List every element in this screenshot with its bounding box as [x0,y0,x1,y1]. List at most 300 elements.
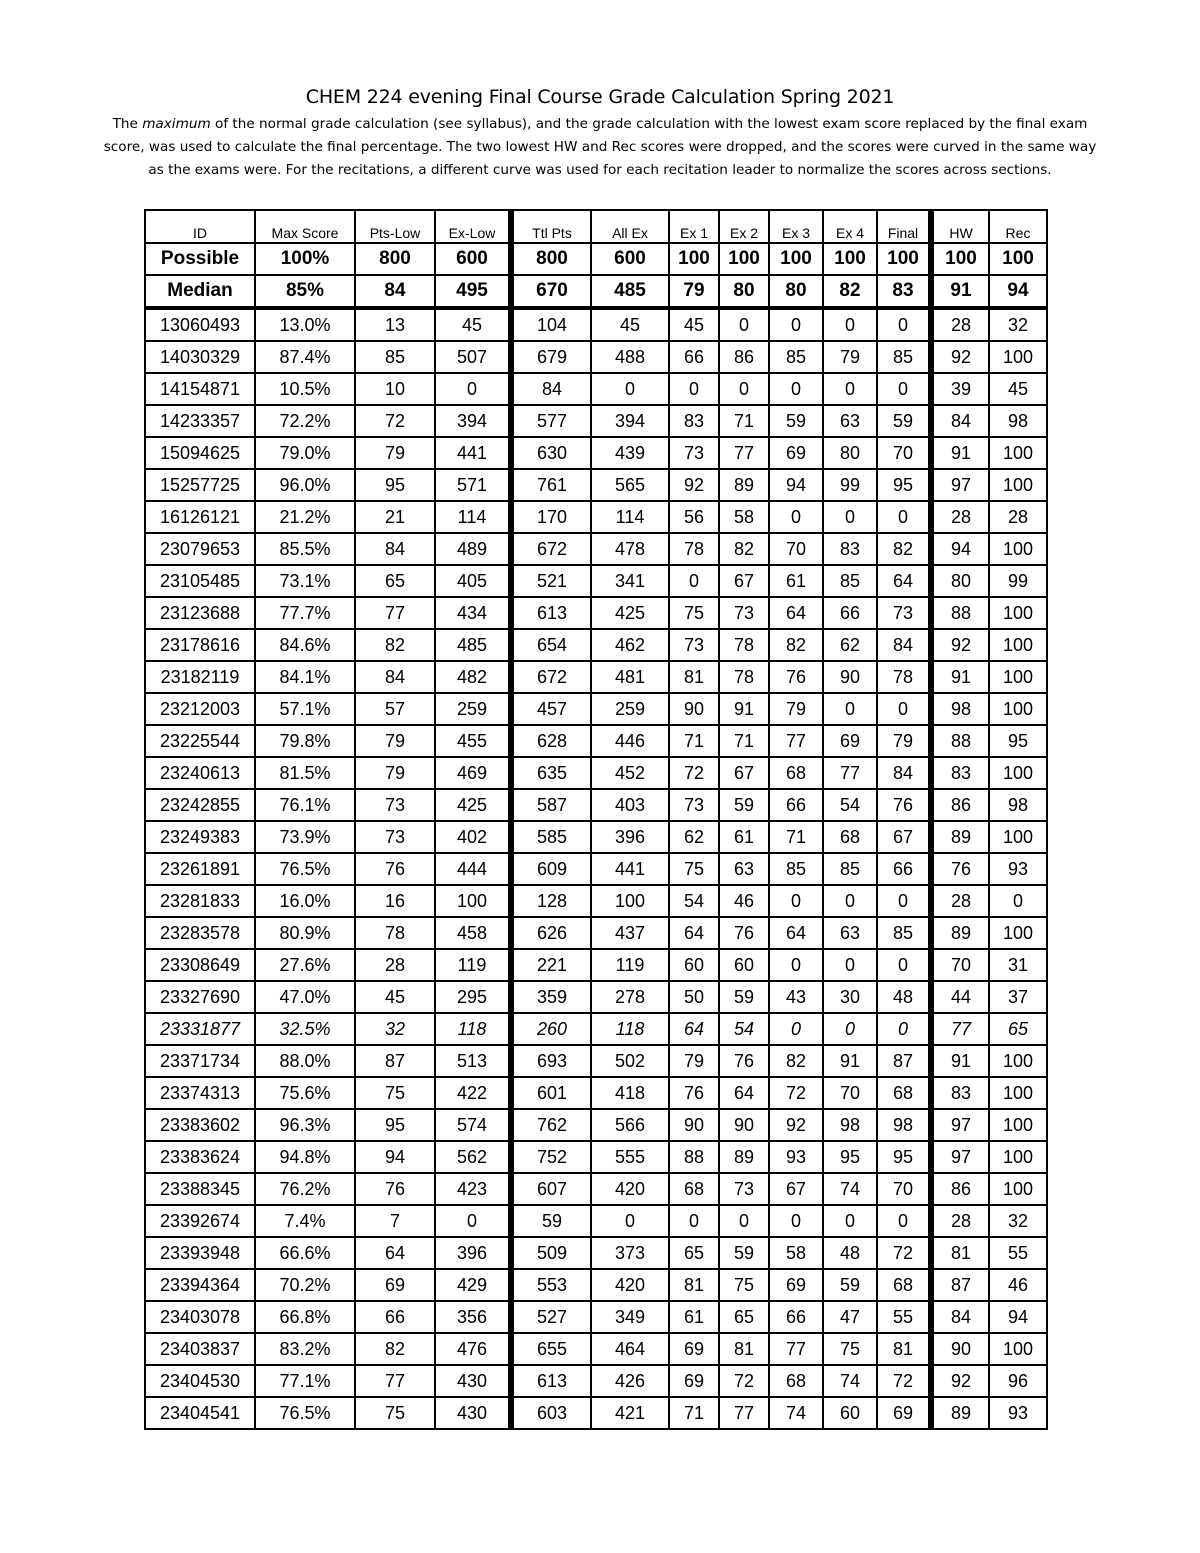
cell-rec: 94 [989,1301,1047,1333]
cell-pts-low: 7 [355,1205,435,1237]
cell-ex3: 0 [769,949,823,981]
cell-rec: 100 [989,533,1047,565]
cell-hw: 91 [931,1045,989,1077]
cell-pts-low: 10 [355,373,435,405]
cell-id: Possible [145,243,255,275]
cell-ex-low: 571 [435,469,511,501]
cell-ex-low: 430 [435,1397,511,1429]
cell-ex2: 54 [719,1013,769,1045]
cell-ttl-pts: 59 [511,1205,591,1237]
cell-all-ex: 425 [591,597,669,629]
cell-ex2: 81 [719,1333,769,1365]
cell-ttl-pts: 654 [511,629,591,661]
cell-pts-low: 79 [355,757,435,789]
cell-final: 66 [877,853,931,885]
table-row [145,1333,1047,1365]
cell-hw: 91 [931,437,989,469]
cell-id: 23225544 [145,725,255,757]
cell-max-score: 77.1% [255,1365,355,1397]
cell-ex2: 89 [719,1141,769,1173]
cell-pts-low: 57 [355,693,435,725]
cell-ex1: 79 [669,1045,719,1077]
cell-id: 23404541 [145,1397,255,1429]
cell-rec: 100 [989,1109,1047,1141]
cell-ex1: 72 [669,757,719,789]
cell-pts-low: 13 [355,308,435,341]
cell-ttl-pts: 613 [511,597,591,629]
cell-pts-low: 85 [355,341,435,373]
cell-ex-low: 485 [435,629,511,661]
cell-all-ex: 426 [591,1365,669,1397]
cell-ex4: 74 [823,1173,877,1205]
cell-ex4: 47 [823,1301,877,1333]
cell-id: 23240613 [145,757,255,789]
cell-max-score: 84.1% [255,661,355,693]
cell-max-score: 57.1% [255,693,355,725]
cell-ex1: 68 [669,1173,719,1205]
cell-pts-low: 28 [355,949,435,981]
cell-ex2: 78 [719,629,769,661]
cell-pts-low: 73 [355,821,435,853]
cell-ex1: 90 [669,693,719,725]
cell-max-score: 7.4% [255,1205,355,1237]
cell-ex2: 78 [719,661,769,693]
cell-ex1: 0 [669,373,719,405]
table-row [145,1013,1047,1045]
table-row [145,949,1047,981]
cell-ex-low: 482 [435,661,511,693]
cell-rec: 28 [989,501,1047,533]
cell-ex3: 68 [769,757,823,789]
cell-ex-low: 394 [435,405,511,437]
cell-ex1: 64 [669,917,719,949]
cell-pts-low: 94 [355,1141,435,1173]
cell-max-score: 94.8% [255,1141,355,1173]
cell-ttl-pts: 585 [511,821,591,853]
cell-ttl-pts: 457 [511,693,591,725]
cell-all-ex: 403 [591,789,669,821]
cell-pts-low: 87 [355,1045,435,1077]
table-row [145,533,1047,565]
table-row [145,308,1047,341]
cell-ex-low: 423 [435,1173,511,1205]
cell-ex2: 75 [719,1269,769,1301]
cell-id: 14233357 [145,405,255,437]
header-pts-low: Pts-Low [355,210,435,243]
cell-all-ex: 464 [591,1333,669,1365]
cell-ex2: 0 [719,308,769,341]
cell-ex3: 0 [769,1013,823,1045]
cell-ex-low: 430 [435,1365,511,1397]
cell-hw: 81 [931,1237,989,1269]
cell-final: 48 [877,981,931,1013]
cell-rec: 93 [989,853,1047,885]
cell-ttl-pts: 577 [511,405,591,437]
cell-ex2: 72 [719,1365,769,1397]
cell-rec: 55 [989,1237,1047,1269]
cell-ttl-pts: 626 [511,917,591,949]
cell-ex-low: 434 [435,597,511,629]
cell-ttl-pts: 84 [511,373,591,405]
cell-ex4: 60 [823,1397,877,1429]
cell-final: 84 [877,629,931,661]
cell-ex3: 0 [769,501,823,533]
grades-table [144,209,1048,1430]
cell-pts-low: 95 [355,469,435,501]
cell-ex1: 83 [669,405,719,437]
cell-id: 23261891 [145,853,255,885]
cell-ex4: 100 [823,243,877,275]
cell-ex-low: 455 [435,725,511,757]
cell-pts-low: 84 [355,533,435,565]
cell-all-ex: 462 [591,629,669,661]
cell-pts-low: 69 [355,1269,435,1301]
header-id: ID [145,210,255,243]
cell-max-score: 80.9% [255,917,355,949]
cell-ex4: 59 [823,1269,877,1301]
cell-final: 95 [877,469,931,501]
cell-all-ex: 0 [591,373,669,405]
cell-ex3: 70 [769,533,823,565]
cell-ex2: 64 [719,1077,769,1109]
cell-all-ex: 373 [591,1237,669,1269]
table-row [145,1397,1047,1429]
table-row [145,725,1047,757]
cell-rec: 45 [989,373,1047,405]
cell-max-score: 21.2% [255,501,355,533]
cell-ex1: 81 [669,661,719,693]
cell-final: 0 [877,1205,931,1237]
cell-final: 76 [877,789,931,821]
cell-all-ex: 565 [591,469,669,501]
cell-ttl-pts: 800 [511,243,591,275]
cell-ex3: 61 [769,565,823,597]
cell-id: 23374313 [145,1077,255,1109]
cell-ex4: 0 [823,308,877,341]
cell-final: 55 [877,1301,931,1333]
cell-final: 85 [877,917,931,949]
cell-ex4: 79 [823,341,877,373]
cell-max-score: 79.0% [255,437,355,469]
cell-ex4: 68 [823,821,877,853]
table-row [145,661,1047,693]
cell-ex-low: 0 [435,373,511,405]
cell-ex1: 69 [669,1333,719,1365]
cell-ex2: 73 [719,597,769,629]
cell-ex1: 100 [669,243,719,275]
cell-ex2: 77 [719,1397,769,1429]
table-row [145,917,1047,949]
cell-rec: 98 [989,789,1047,821]
cell-pts-low: 73 [355,789,435,821]
cell-id: 23212003 [145,693,255,725]
cell-ex-low: 444 [435,853,511,885]
cell-hw: 97 [931,469,989,501]
cell-rec: 93 [989,1397,1047,1429]
cell-pts-low: 77 [355,597,435,629]
cell-ttl-pts: 613 [511,1365,591,1397]
cell-id: 23383624 [145,1141,255,1173]
cell-ex2: 71 [719,725,769,757]
cell-all-ex: 259 [591,693,669,725]
cell-max-score: 72.2% [255,405,355,437]
cell-rec: 94 [989,275,1047,308]
cell-ex4: 83 [823,533,877,565]
cell-ex-low: 396 [435,1237,511,1269]
cell-id: 23105485 [145,565,255,597]
cell-ex4: 95 [823,1141,877,1173]
cell-hw: 77 [931,1013,989,1045]
cell-hw: 90 [931,1333,989,1365]
cell-hw: 28 [931,501,989,533]
cell-ex-low: 441 [435,437,511,469]
cell-ex-low: 0 [435,1205,511,1237]
cell-hw: 87 [931,1269,989,1301]
cell-ex2: 59 [719,1237,769,1269]
table-row [145,789,1047,821]
cell-ex4: 80 [823,437,877,469]
cell-ttl-pts: 628 [511,725,591,757]
cell-ex1: 69 [669,1365,719,1397]
cell-pts-low: 64 [355,1237,435,1269]
cell-final: 70 [877,437,931,469]
cell-hw: 28 [931,885,989,917]
cell-id: 23242855 [145,789,255,821]
cell-all-ex: 0 [591,1205,669,1237]
cell-all-ex: 119 [591,949,669,981]
cell-ex2: 67 [719,565,769,597]
cell-final: 64 [877,565,931,597]
cell-ttl-pts: 359 [511,981,591,1013]
cell-ex3: 85 [769,341,823,373]
cell-ex3: 82 [769,1045,823,1077]
cell-ex2: 80 [719,275,769,308]
cell-all-ex: 396 [591,821,669,853]
header-max-score: Max Score [255,210,355,243]
cell-pts-low: 82 [355,1333,435,1365]
cell-hw: 86 [931,1173,989,1205]
cell-ex1: 78 [669,533,719,565]
cell-ex4: 74 [823,1365,877,1397]
cell-final: 0 [877,308,931,341]
cell-max-score: 96.0% [255,469,355,501]
table-row [145,757,1047,789]
cell-ex3: 69 [769,437,823,469]
header-final: Final [877,210,931,243]
header-row [145,210,1047,243]
cell-ttl-pts: 635 [511,757,591,789]
cell-ex3: 93 [769,1141,823,1173]
cell-ex4: 0 [823,1013,877,1045]
cell-ttl-pts: 762 [511,1109,591,1141]
cell-ttl-pts: 609 [511,853,591,885]
cell-ex1: 75 [669,597,719,629]
cell-all-ex: 420 [591,1269,669,1301]
cell-rec: 100 [989,243,1047,275]
cell-ex1: 0 [669,1205,719,1237]
cell-hw: 89 [931,917,989,949]
table-row [145,693,1047,725]
cell-ex-low: 574 [435,1109,511,1141]
cell-pts-low: 82 [355,629,435,661]
cell-ex-low: 45 [435,308,511,341]
cell-id: 23283578 [145,917,255,949]
cell-hw: 89 [931,1397,989,1429]
cell-rec: 100 [989,821,1047,853]
cell-ex4: 90 [823,661,877,693]
cell-ex3: 85 [769,853,823,885]
header-ex1: Ex 1 [669,210,719,243]
cell-pts-low: 84 [355,661,435,693]
cell-rec: 32 [989,1205,1047,1237]
cell-ex4: 0 [823,373,877,405]
cell-max-score: 70.2% [255,1269,355,1301]
cell-hw: 39 [931,373,989,405]
cell-all-ex: 420 [591,1173,669,1205]
cell-ex4: 48 [823,1237,877,1269]
median-row [145,275,1047,308]
cell-ex4: 0 [823,949,877,981]
cell-final: 67 [877,821,931,853]
cell-id: 14154871 [145,373,255,405]
cell-ex2: 91 [719,693,769,725]
cell-ttl-pts: 672 [511,661,591,693]
cell-rec: 37 [989,981,1047,1013]
cell-rec: 100 [989,341,1047,373]
cell-id: 23383602 [145,1109,255,1141]
cell-all-ex: 437 [591,917,669,949]
cell-max-score: 75.6% [255,1077,355,1109]
cell-ex1: 73 [669,437,719,469]
cell-ex1: 71 [669,1397,719,1429]
cell-ex1: 60 [669,949,719,981]
cell-max-score: 76.5% [255,853,355,885]
cell-ex-low: 507 [435,341,511,373]
cell-final: 72 [877,1237,931,1269]
cell-all-ex: 488 [591,341,669,373]
cell-max-score: 27.6% [255,949,355,981]
cell-ttl-pts: 553 [511,1269,591,1301]
cell-all-ex: 485 [591,275,669,308]
cell-ex2: 89 [719,469,769,501]
cell-ttl-pts: 521 [511,565,591,597]
cell-ex3: 94 [769,469,823,501]
table-row [145,821,1047,853]
cell-id: 15257725 [145,469,255,501]
cell-rec: 100 [989,917,1047,949]
cell-ex1: 64 [669,1013,719,1045]
cell-ex3: 77 [769,1333,823,1365]
table-row [145,629,1047,661]
cell-max-score: 10.5% [255,373,355,405]
cell-max-score: 87.4% [255,341,355,373]
cell-ex-low: 422 [435,1077,511,1109]
cell-ex2: 58 [719,501,769,533]
cell-all-ex: 481 [591,661,669,693]
cell-id: Median [145,275,255,308]
cell-ex2: 100 [719,243,769,275]
cell-ttl-pts: 607 [511,1173,591,1205]
table-row [145,437,1047,469]
header-ex4: Ex 4 [823,210,877,243]
cell-final: 73 [877,597,931,629]
cell-pts-low: 16 [355,885,435,917]
cell-ex2: 86 [719,341,769,373]
cell-final: 0 [877,949,931,981]
header-all-ex: All Ex [591,210,669,243]
table-row [145,1077,1047,1109]
cell-ttl-pts: 527 [511,1301,591,1333]
cell-ex4: 70 [823,1077,877,1109]
cell-ex4: 0 [823,693,877,725]
cell-hw: 97 [931,1141,989,1173]
cell-max-score: 16.0% [255,885,355,917]
cell-rec: 100 [989,629,1047,661]
cell-hw: 86 [931,789,989,821]
cell-max-score: 76.1% [255,789,355,821]
cell-rec: 100 [989,693,1047,725]
cell-id: 23371734 [145,1045,255,1077]
cell-hw: 91 [931,661,989,693]
cell-ex1: 81 [669,1269,719,1301]
cell-final: 98 [877,1109,931,1141]
cell-rec: 100 [989,1173,1047,1205]
cell-ex2: 76 [719,1045,769,1077]
table-row [145,565,1047,597]
cell-id: 15094625 [145,437,255,469]
cell-final: 0 [877,373,931,405]
cell-ex3: 79 [769,693,823,725]
description-emphasis: maximum [142,116,211,132]
cell-final: 0 [877,501,931,533]
cell-hw: 94 [931,533,989,565]
cell-hw: 88 [931,597,989,629]
cell-max-score: 79.8% [255,725,355,757]
cell-ttl-pts: 221 [511,949,591,981]
cell-all-ex: 394 [591,405,669,437]
cell-ex4: 75 [823,1333,877,1365]
cell-max-score: 83.2% [255,1333,355,1365]
cell-rec: 65 [989,1013,1047,1045]
cell-final: 87 [877,1045,931,1077]
table-row [145,597,1047,629]
page-title: CHEM 224 evening Final Course Grade Calculation Spring 2021 [305,86,895,108]
header-ex-low: Ex-Low [435,210,511,243]
cell-final: 70 [877,1173,931,1205]
cell-id: 23308649 [145,949,255,981]
cell-all-ex: 100 [591,885,669,917]
cell-ex3: 68 [769,1365,823,1397]
cell-rec: 100 [989,437,1047,469]
cell-all-ex: 600 [591,243,669,275]
cell-max-score: 88.0% [255,1045,355,1077]
cell-id: 23394364 [145,1269,255,1301]
cell-ex3: 64 [769,597,823,629]
cell-rec: 98 [989,405,1047,437]
table-row [145,1109,1047,1141]
cell-hw: 92 [931,1365,989,1397]
cell-hw: 92 [931,341,989,373]
cell-max-score: 96.3% [255,1109,355,1141]
cell-pts-low: 75 [355,1077,435,1109]
table-row [145,341,1047,373]
cell-all-ex: 441 [591,853,669,885]
cell-ex1: 73 [669,789,719,821]
header-ttl-pts: Ttl Pts [511,210,591,243]
cell-ttl-pts: 104 [511,308,591,341]
cell-ex-low: 119 [435,949,511,981]
cell-hw: 92 [931,629,989,661]
